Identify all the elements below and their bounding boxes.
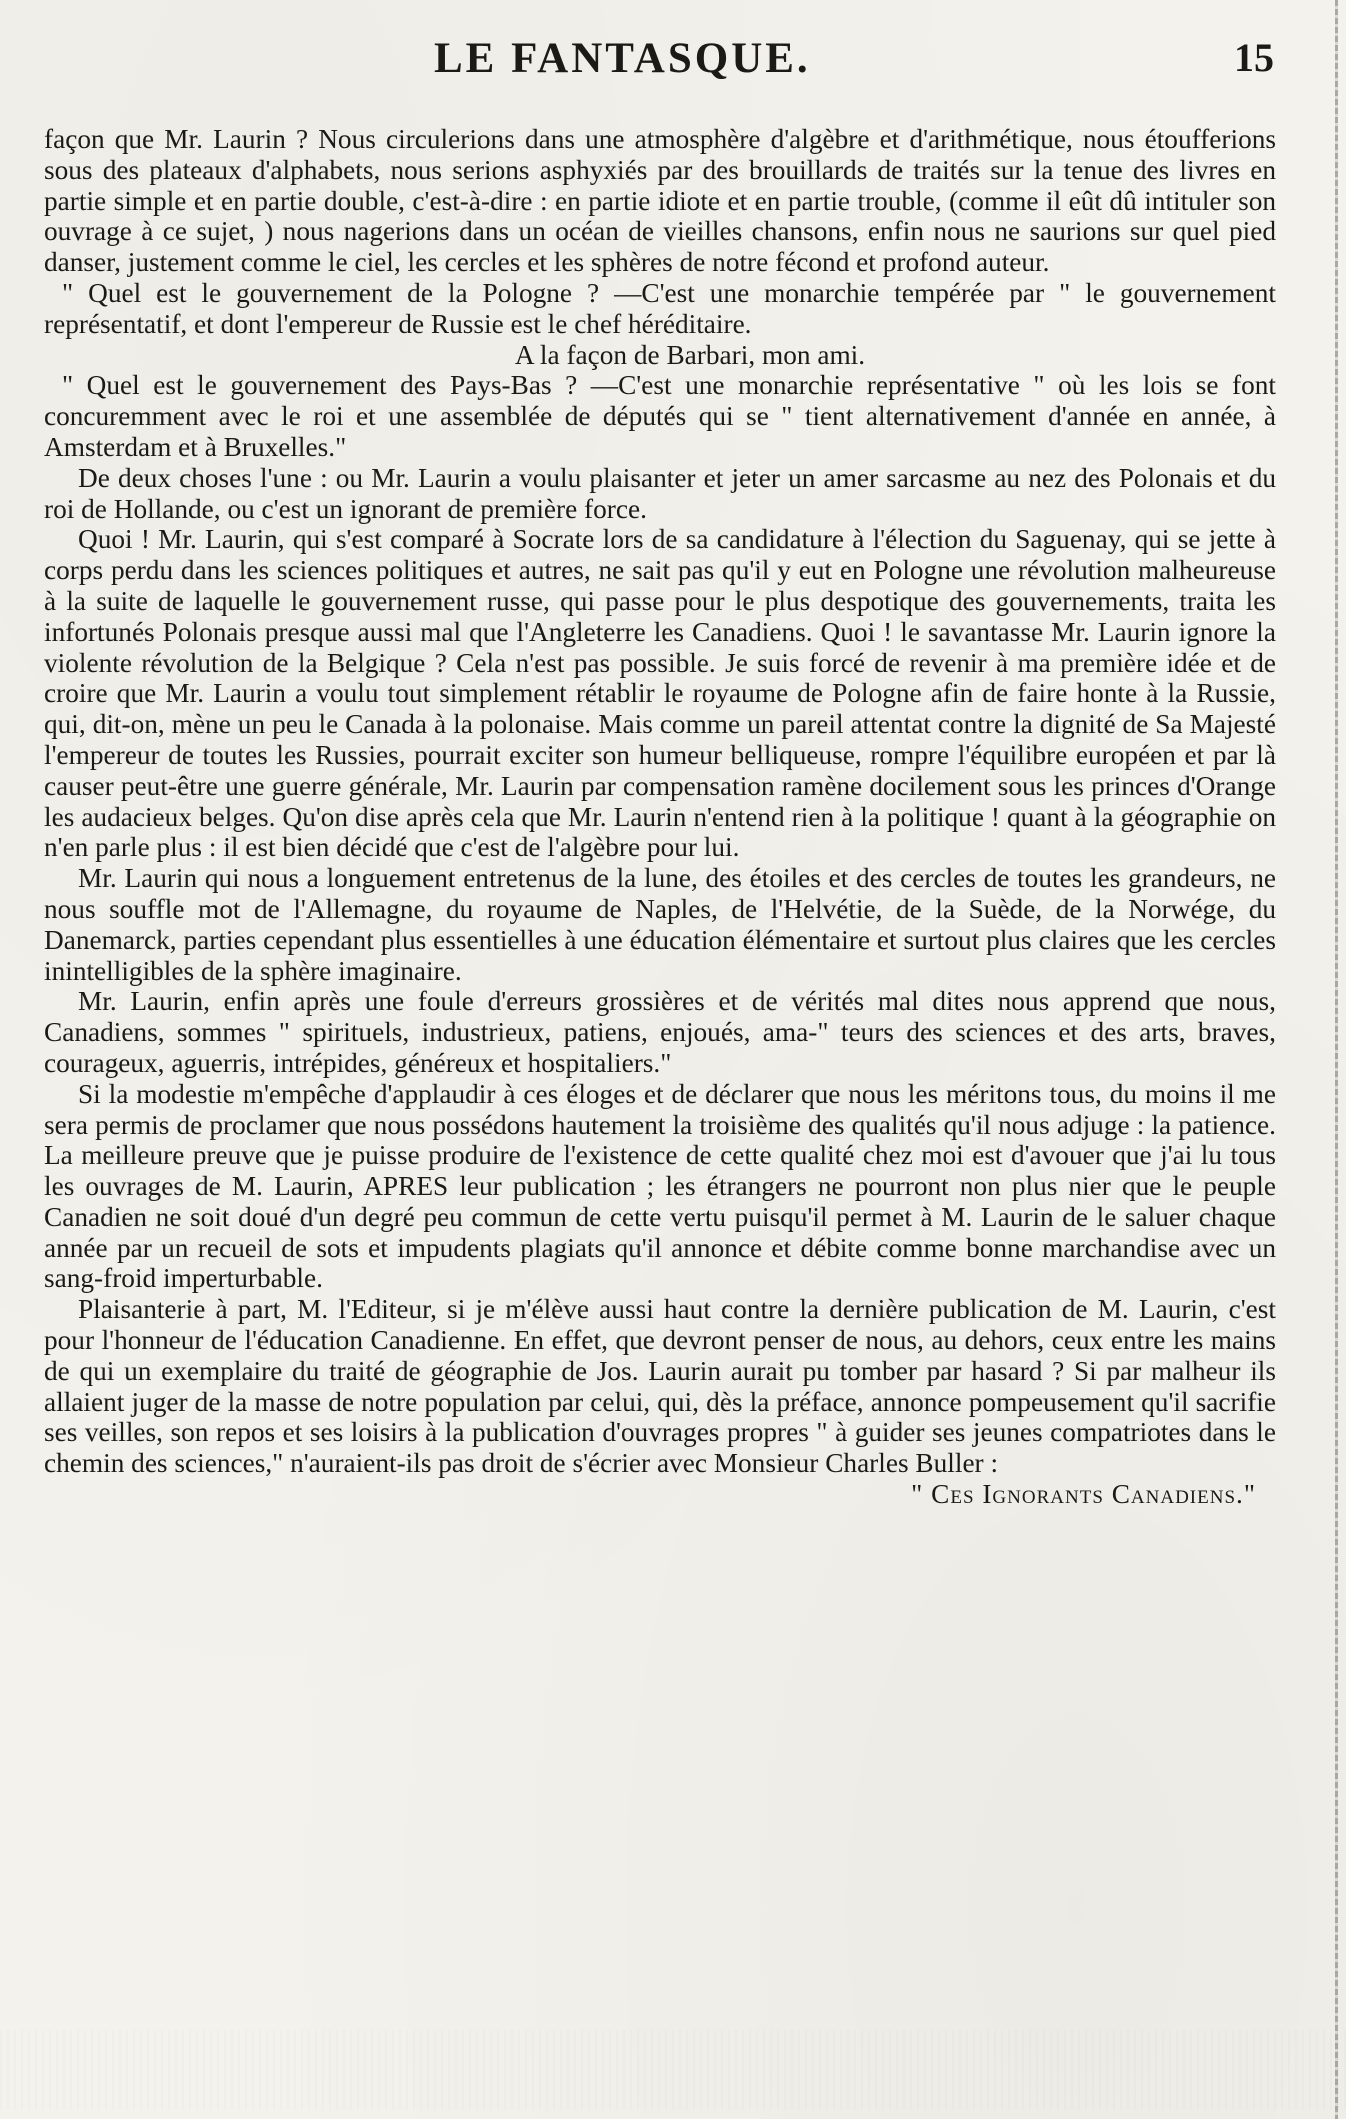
- paragraph: Plaisanterie à part, M. l'Editeur, si je m'élève aussi haut contre la dernière publication de M. Laurin, c'est pour l'honneur de l'éducation Canadienne. En effet, que devront penser de nous, au dehors, ceux entre les mains de qui un exemplaire du traité de géographie de Jos. Laurin aurait pu tomber par hasard ? Si par malheur ils allaient juger de la masse de notre population par celui, qui, dès la préface, annonce pompeusement qu'il sacrifie ses veilles, son repos et ses loisirs à la publication d'ouvrages propres " à guider ses jeunes compatriotes dans le chemin des sciences," n'auraient-ils pas droit de s'écrier avec Monsieur Charles Buller :: [44, 1294, 1276, 1479]
- paragraph-quote-pays-bas: " Quel est le gouvernement des Pays-Bas ? —C'est une monarchie représentative " où les lois se font concuremment avec le roi et une assemblée de députés qui se " tient alternativement d'année en année, à Amsterdam et à Bruxelles.": [44, 370, 1276, 462]
- paragraph: Mr. Laurin qui nous a longuement entretenus de la lune, des étoiles et des cercles de toutes les grandeurs, ne nous souffle mot de l'Allemagne, du royaume de Naples, de l'Helvétie, de la Suède, de la Norwége, du Danemarck, parties cependant plus essentielles à une éducation élémentaire et surtout plus claires que les cercles inintelligibles de la sphère imaginaire.: [44, 863, 1276, 986]
- paragraph: Si la modestie m'empêche d'applaudir à ces éloges et de déclarer que nous les méritons tous, du moins il me sera permis de proclamer que nous possédons hautement la troisième des qualités qu'il nous adjuge : la patience. La meilleure preuve que je puisse produire de l'existence de cette qualité chez moi est d'avouer que j'ai lu tous les ouvrages de M. Laurin, APRES leur publication ; les étrangers ne pourront non plus nier que le peuple Canadien ne soit doué d'un degré peu commun de cette vertu puisqu'il permet à M. Laurin de le saluer chaque année par un recueil de sots et impudents plagiats qu'il annonce et débite comme bonne marchandise avec un sang-froid imperturbable.: [44, 1078, 1276, 1294]
- paragraph: Quoi ! Mr. Laurin, qui s'est comparé à Socrate lors de sa candidature à l'élection du Saguenay, qui se jette à corps perdu dans les sciences politiques et autres, ne sait pas qu'il y eut en Pologne une révolution malheureuse à la suite de laquelle le gouvernement russe, qui passe pour le plus despotique des gouvernements, traita les infortunés Polonais presque aussi mal que l'Angleterre les Canadiens. Quoi ! le savantasse Mr. Laurin ignore la violente révolution de la Belgique ? Cela n'est pas possible. Je suis forcé de revenir à ma première idée et de croire que Mr. Laurin a voulu tout simplement rétablir le royaume de Pologne afin de faire honte à la Russie, qui, dit-on, mène un peu le Canada à la polonaise. Mais comme un pareil attentat contre la dignité de Sa Majesté l'empereur de toutes les Russies, pourrait exciter son humeur belliqueuse, rompre l'équilibre européen et par là causer peut-être une guerre générale, Mr. Laurin par compensation ramène docilement sous les princes d'Orange les audacieux belges. Qu'on dise après cela que Mr. Laurin n'entend rien à la politique ! quant à la géographie on n'en parle plus : il est bien décidé que c'est de l'algèbre pour lui.: [44, 524, 1276, 863]
- paragraph-quote-pologne: " Quel est le gouvernement de la Pologne ? —C'est une monarchie tempérée par " le gouvernement représentatif, et dont l'empereur de Russie est le chef héréditaire.: [44, 277, 1276, 339]
- paragraph-aside: A la façon de Barbari, mon ami.: [514, 339, 866, 370]
- article-body: [44, 124, 1276, 1510]
- page-number: 15: [1234, 35, 1274, 80]
- paragraph: De deux choses l'une : ou Mr. Laurin a voulu plaisanter et jeter un amer sarcasme au nez des Polonais et du roi de Hollande, ou c'est un ignorant de première force.: [44, 462, 1276, 524]
- page-header: [44, 34, 1274, 94]
- paragraph: Mr. Laurin, enfin après une foule d'erreurs grossières et de vérités mal dites nous apprend que nous, Canadiens, sommes " spirituels, industrieux, patiens, enjoués, ama-" teurs des sciences et des arts, braves, courageux, aguerris, intrépides, généreux et hospitaliers.": [44, 986, 1276, 1078]
- page-bottom-texture: [0, 2030, 1346, 2110]
- running-title: LE FANTASQUE.: [434, 35, 811, 82]
- page-edge-rule: [1335, 0, 1338, 2119]
- closing-quote: " Ces Ignorants Canadiens.": [911, 1479, 1256, 1510]
- paragraph-continuation: façon que Mr. Laurin ? Nous circulerions dans une atmosphère d'algèbre et d'arithmétique, nous étoufferions sous des plateaux d'alphabets, nous serions asphyxiés par des brouillards de traités sur la tenue des livres en partie simple et en partie double, c'est-à-dire : en partie idiote et en partie trouble, (comme il eût dû intituler son ouvrage à ce sujet, ) nous nagerions dans un océan de vieilles chansons, enfin nous ne saurions sur quel pied danser, justement comme le ciel, les cercles et les sphères de notre fécond et profond auteur.: [44, 124, 1276, 278]
